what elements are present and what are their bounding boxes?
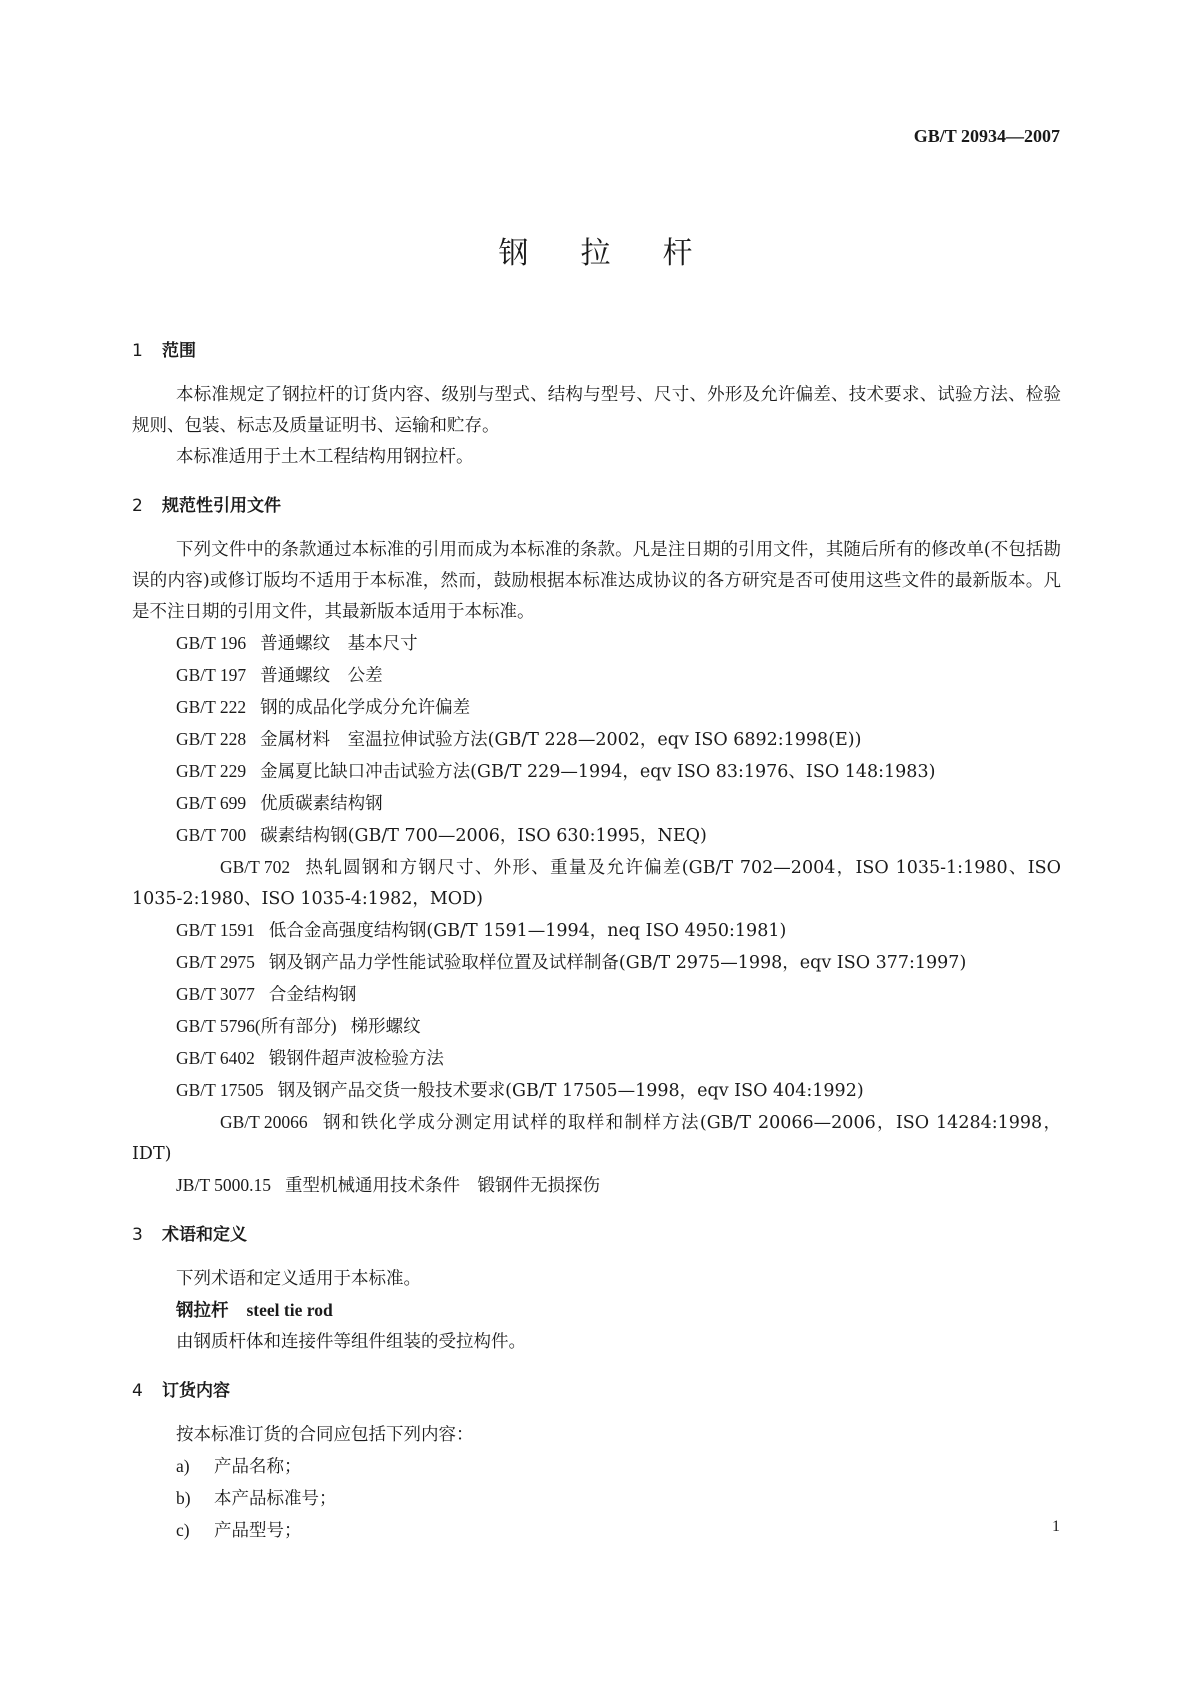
term-entry <box>132 1295 1061 1327</box>
reference-code: GB/T 17505 <box>176 1080 264 1100</box>
reference-title: 钢及钢产品交货一般技术要求(GB/T 17505—1998，eqv ISO 404:1992) <box>277 1081 864 1101</box>
document-body <box>132 338 1061 1547</box>
reference-item <box>132 820 1061 852</box>
section-heading-ordering <box>132 1378 1061 1404</box>
reference-item <box>132 915 1061 947</box>
reference-code: GB/T 2975 <box>176 952 255 972</box>
reference-item <box>132 1075 1061 1107</box>
section-heading-terms <box>132 1222 1061 1248</box>
list-marker: a) <box>176 1456 190 1476</box>
refs-intro: 下列文件中的条款通过本标准的引用而成为本标准的条款。凡是注日期的引用文件，其随后所有的修改单(不包括勘误的内容)或修订版均不适用于本标准，然而，鼓励根据本标准达成协议的各方研究是否可使用这些文件的最新版本。凡是不注日期的引用文件，其最新版本适用于本标准。 <box>132 540 1061 622</box>
document-title: 钢拉杆 <box>498 236 745 271</box>
page-number: 1 <box>1052 1518 1060 1535</box>
reference-title: 钢的成品化学成分允许偏差 <box>260 698 471 718</box>
reference-item <box>132 724 1061 756</box>
scope-paragraph: 本标准适用于土木工程结构用钢拉杆。 <box>176 447 474 467</box>
reference-title: 锻钢件超声波检验方法 <box>268 1049 444 1069</box>
reference-item <box>132 788 1061 820</box>
section-number: 3 <box>132 1225 143 1245</box>
section-heading-refs <box>132 493 1061 519</box>
list-item-text: 本产品标准号； <box>214 1489 337 1509</box>
ordering-intro: 按本标准订货的合同应包括下列内容： <box>176 1425 474 1445</box>
reference-code: GB/T 1591 <box>176 920 255 940</box>
term-chinese: 钢拉杆 <box>176 1301 229 1321</box>
terms-intro: 下列术语和定义适用于本标准。 <box>176 1269 421 1289</box>
reference-item <box>132 947 1061 979</box>
section-number: 1 <box>132 341 143 361</box>
reference-code: GB/T 702 <box>220 857 291 877</box>
reference-title: 梯形螺纹 <box>350 1017 421 1037</box>
term-english: steel tie rod <box>246 1300 333 1320</box>
reference-title: 金属材料 室温拉伸试验方法(GB/T 228—2002，eqv ISO 6892:1998(E)) <box>260 730 862 750</box>
list-marker: c) <box>176 1520 190 1540</box>
reference-item <box>132 1107 1061 1170</box>
list-item <box>132 1451 1061 1483</box>
reference-code: GB/T 228 <box>176 729 247 749</box>
scope-paragraph: 本标准规定了钢拉杆的订货内容、级别与型式、结构与型号、尺寸、外形及允许偏差、技术要求、试验方法、检验规则、包装、标志及质量证明书、运输和贮存。 <box>132 385 1061 436</box>
reference-code: GB/T 222 <box>176 697 247 717</box>
list-item <box>132 1515 1061 1547</box>
reference-item <box>132 852 1061 915</box>
reference-code: JB/T 5000.15 <box>176 1175 271 1195</box>
reference-code: GB/T 6402 <box>176 1048 255 1068</box>
reference-title: 合金结构钢 <box>268 985 357 1005</box>
reference-code: GB/T 196 <box>176 633 247 653</box>
reference-title: 钢及钢产品力学性能试验取样位置及试样制备(GB/T 2975—1998，eqv ISO 377:1997) <box>268 953 967 973</box>
reference-item <box>132 979 1061 1011</box>
reference-code: GB/T 700 <box>176 825 247 845</box>
term-definition: 由钢质杆体和连接件等组件组装的受拉构件。 <box>176 1332 526 1352</box>
list-marker: b) <box>176 1488 191 1508</box>
list-item <box>132 1483 1061 1515</box>
section-title: 订货内容 <box>162 1381 230 1401</box>
reference-item <box>132 1170 1061 1202</box>
reference-code: GB/T 229 <box>176 761 247 781</box>
reference-item <box>132 756 1061 788</box>
reference-code: GB/T 20066 <box>220 1112 308 1132</box>
reference-item <box>132 628 1061 660</box>
section-heading-scope <box>132 338 1061 364</box>
reference-item <box>132 692 1061 724</box>
reference-title: 热轧圆钢和方钢尺寸、外形、重量及允许偏差(GB/T 702—2004，ISO 1035-1:1980、ISO 1035-2:1980、ISO 1035-4:1982，MOD) <box>132 858 1061 909</box>
reference-item <box>132 1011 1061 1043</box>
reference-title: 金属夏比缺口冲击试验方法(GB/T 229—1994，eqv ISO 83:1976、ISO 148:1983) <box>260 762 936 782</box>
reference-title: 碳素结构钢(GB/T 700—2006，ISO 630:1995，NEQ) <box>260 826 707 846</box>
reference-item <box>132 1043 1061 1075</box>
standard-number: GB/T 20934—2007 <box>913 126 1060 146</box>
reference-item <box>132 660 1061 692</box>
reference-title: 低合金高强度结构钢(GB/T 1591—1994，neq ISO 4950:1981) <box>268 921 787 941</box>
reference-code: GB/T 197 <box>176 665 247 685</box>
section-number: 2 <box>132 496 143 516</box>
section-number: 4 <box>132 1381 143 1401</box>
section-title: 范围 <box>162 341 196 361</box>
reference-title: 优质碳素结构钢 <box>260 794 383 814</box>
section-title: 规范性引用文件 <box>162 496 281 516</box>
reference-title: 重型机械通用技术条件 锻钢件无损探伤 <box>284 1176 600 1196</box>
reference-code: GB/T 3077 <box>176 984 255 1004</box>
list-item-text: 产品名称； <box>214 1457 302 1477</box>
reference-title: 普通螺纹 基本尺寸 <box>260 634 418 654</box>
reference-code: GB/T 5796(所有部分) <box>176 1016 337 1036</box>
reference-title: 钢和铁化学成分测定用试样的取样和制样方法(GB/T 20066—2006，ISO 14284:1998，IDT) <box>132 1113 1061 1164</box>
reference-title: 普通螺纹 公差 <box>260 666 383 686</box>
list-item-text: 产品型号； <box>214 1521 302 1541</box>
reference-code: GB/T 699 <box>176 793 247 813</box>
section-title: 术语和定义 <box>162 1225 247 1245</box>
